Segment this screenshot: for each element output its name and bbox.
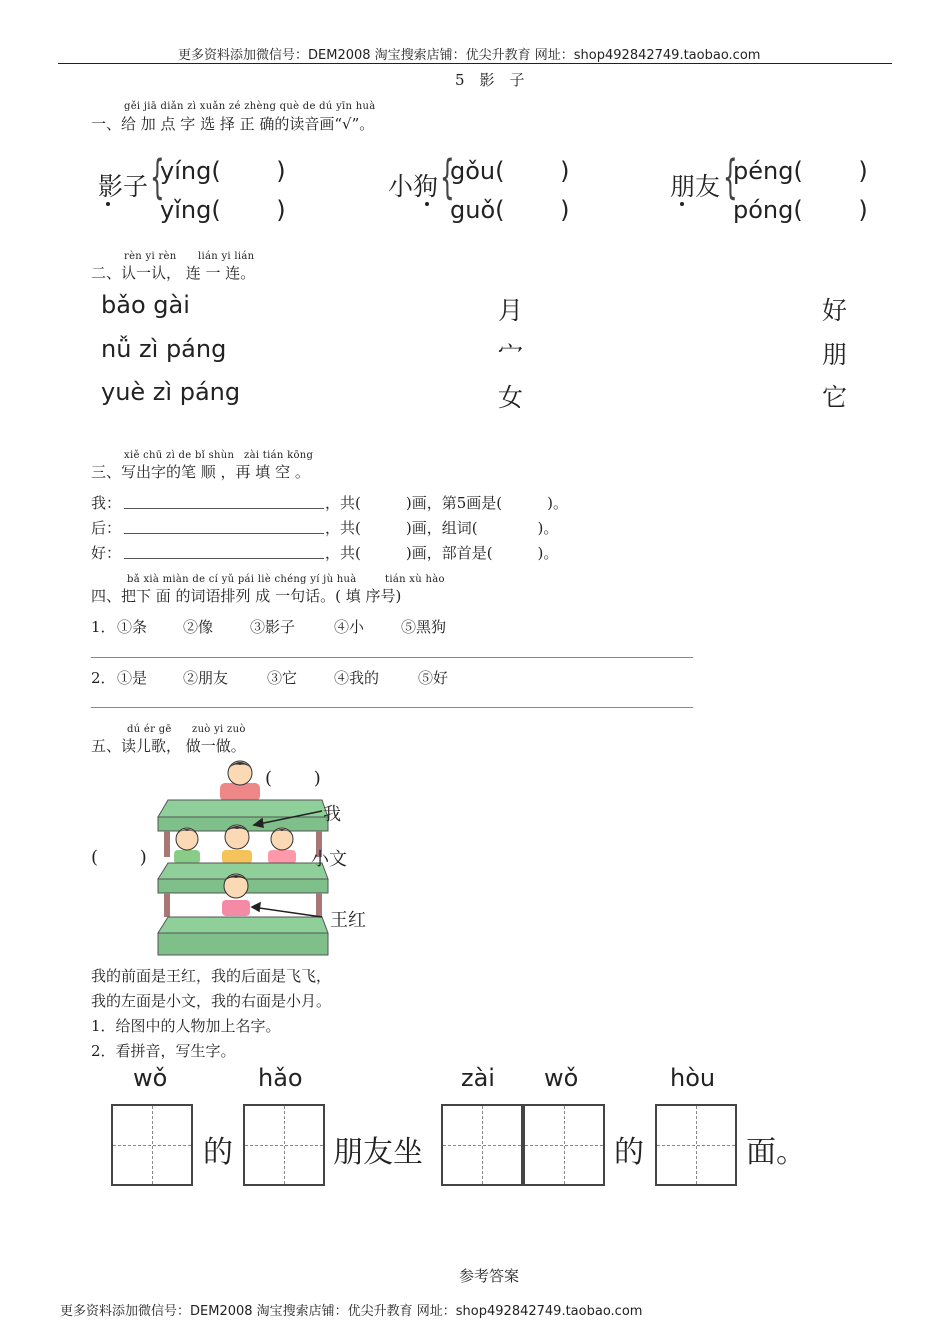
q2-pinyin-a: rèn yi rèn: [124, 251, 177, 262]
answer-heading: 参考答案: [459, 1267, 520, 1285]
label-me: 我: [323, 804, 341, 825]
q3-tail[interactable]: ，共( )画，部首是( )。: [325, 544, 559, 562]
q2-pinyin-item[interactable]: yuè zì páng: [101, 378, 241, 406]
page-footer: 更多资料添加微信号：DEM2008 淘宝搜索店铺：优尖升教育 网址：shop492842749.taobao.com: [60, 1304, 643, 1319]
q2-heading: 二、认一认， 连 一 连。: [91, 264, 256, 282]
q3-char: 好：: [91, 544, 122, 562]
writing-text: 朋友坐: [333, 1135, 423, 1170]
writing-text: 的: [614, 1135, 644, 1170]
q2-pinyin-b: lián yi lián: [198, 251, 255, 262]
writing-pinyin: hǎo: [258, 1064, 303, 1092]
writing-grid-box[interactable]: [655, 1104, 737, 1186]
q2-radical[interactable]: 女: [498, 383, 524, 412]
page-title: 5 影 子: [455, 71, 525, 89]
q1-word: 小狗: [388, 172, 439, 201]
label-xiaowen: 小文: [311, 849, 347, 870]
q2-radical[interactable]: 月: [498, 296, 524, 325]
q4-heading: 四、把下 面 的词语排列 成 一句话。( 填 序号): [91, 587, 402, 605]
q5-pinyin-b: zuò yi zuò: [192, 724, 246, 735]
writing-text: 面。: [746, 1135, 806, 1170]
page-header: 更多资料添加微信号：DEM2008 淘宝搜索店铺：优尖升教育 网址：shop492842749.taobao.com: [178, 48, 761, 63]
grid-guide: [245, 1145, 323, 1146]
q1-word: 朋友: [670, 172, 721, 201]
emphasis-dot: [425, 202, 429, 206]
top-name-blank[interactable]: ( ): [265, 768, 321, 789]
student-top-icon: [220, 761, 260, 801]
writing-pinyin: zài: [461, 1064, 495, 1092]
q2-character[interactable]: 它: [822, 383, 848, 412]
writing-pinyin: wǒ: [544, 1064, 579, 1092]
q1-option[interactable]: póng( ): [733, 196, 868, 224]
q4-word: ②朋友: [183, 669, 229, 687]
grid-guide: [113, 1145, 191, 1146]
task-line: 1．给图中的人物加上名字。: [91, 1017, 281, 1035]
q3-heading: 三、写出字的笔 顺 ，再 填 空 。: [91, 463, 310, 481]
grid-guide: [443, 1145, 521, 1146]
q2-character[interactable]: 好: [822, 296, 848, 325]
stroke-order-blank[interactable]: [124, 533, 324, 534]
writing-grid-box[interactable]: [111, 1104, 193, 1186]
q1-option[interactable]: péng( ): [733, 157, 868, 185]
label-wanghong: 王红: [330, 910, 366, 931]
q2-pinyin-item[interactable]: nǚ zì páng: [101, 335, 227, 363]
q4-word: ①是: [117, 669, 148, 687]
q3-char: 后：: [91, 519, 122, 537]
emphasis-dot: [680, 202, 684, 206]
q1-option[interactable]: yǐng( ): [160, 196, 286, 224]
q2-character[interactable]: 朋: [822, 340, 848, 369]
brace-icon: {: [150, 150, 165, 204]
q4-word: ①条: [117, 618, 148, 636]
q3-tail[interactable]: ，共( )画，组词( )。: [325, 519, 559, 537]
writing-text: 的: [203, 1135, 233, 1170]
task-line: 2．看拼音，写生字。: [91, 1042, 236, 1060]
q3-pinyin-a: xiě chū zì de bǐ shùn: [124, 450, 235, 461]
q1-option[interactable]: gǒu( ): [450, 157, 570, 185]
brace-icon: {: [440, 150, 455, 204]
stroke-order-blank[interactable]: [124, 508, 324, 509]
answer-line[interactable]: [91, 707, 693, 708]
q4-word: ④我的: [334, 669, 380, 687]
q4-word: ④小: [334, 618, 365, 636]
q2-radical[interactable]: 宀: [498, 340, 524, 369]
q3-pinyin-b: zài tián kōng: [244, 450, 314, 461]
answer-line[interactable]: [91, 657, 693, 658]
q1-heading: 一、给 加 点 字 选 择 正 确的读音画“√”。: [91, 115, 375, 133]
q4-pinyin-b: tián xù hào: [385, 574, 445, 585]
poem-line: 我的前面是王红，我的后面是飞飞，: [91, 967, 332, 985]
desk-row-3: [158, 917, 328, 955]
writing-grid-box[interactable]: [243, 1104, 325, 1186]
q5-heading: 五、读儿歌， 做一做。: [91, 737, 246, 755]
q2-pinyin-item[interactable]: bǎo gài: [101, 291, 190, 319]
q4-word: ⑤黑狗: [401, 618, 447, 636]
poem-line: 我的左面是小文，我的右面是小月。: [91, 992, 332, 1010]
q4-item-no: 2．: [91, 669, 116, 687]
stroke-order-blank[interactable]: [124, 558, 324, 559]
q3-tail[interactable]: ，共( )画，第5画是( )。: [325, 494, 568, 512]
grid-guide: [525, 1145, 603, 1146]
q3-char: 我：: [91, 494, 122, 512]
q1-option[interactable]: yíng( ): [160, 157, 286, 185]
q4-item-no: 1．: [91, 618, 116, 636]
writing-grid-box[interactable]: [441, 1104, 523, 1186]
student-bottom-icon: [222, 874, 250, 916]
q4-word: ③影子: [250, 618, 296, 636]
left-name-blank[interactable]: ( ): [91, 847, 147, 868]
grid-guide: [657, 1145, 735, 1146]
q4-pinyin-a: bǎ xià miàn de cí yǔ pái liè chéng yí jù huà: [127, 574, 357, 585]
q4-word: ③它: [267, 669, 298, 687]
q1-word: 影子: [98, 172, 149, 201]
writing-pinyin: hòu: [670, 1064, 716, 1092]
writing-pinyin: wǒ: [133, 1064, 168, 1092]
q1-option[interactable]: guǒ( ): [450, 196, 570, 224]
writing-grid-box[interactable]: [523, 1104, 605, 1186]
brace-icon: {: [723, 150, 738, 204]
emphasis-dot: [106, 202, 110, 206]
header-rule: [58, 63, 892, 64]
q1-pinyin: gěi jiā diǎn zì xuǎn zé zhèng què de dú yīn huà: [124, 101, 376, 112]
q4-word: ②像: [183, 618, 214, 636]
q4-word: ⑤好: [418, 669, 449, 687]
student-middle-icons: [174, 825, 296, 864]
q5-pinyin-a: dú ér gē: [127, 724, 172, 735]
